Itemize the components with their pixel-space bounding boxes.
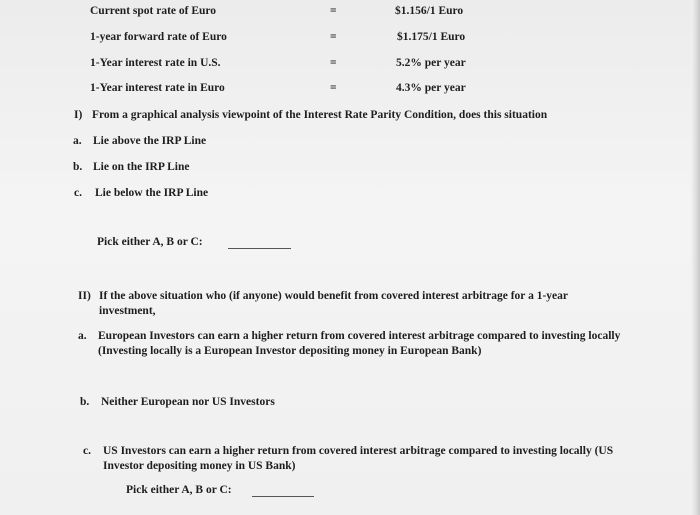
question-1-text: From a graphical analysis viewpoint of the Interest Rate Parity Condition, does this situation xyxy=(92,109,548,121)
page-edge-shadow xyxy=(691,0,700,515)
given-equals: = xyxy=(330,5,337,17)
question-2-option-c: US Investors can earn a higher return from covered interest arbitrage compared to investing locally (US Investor depositing money in US Bank) xyxy=(103,445,614,472)
question-2-answer-blank[interactable] xyxy=(252,496,314,497)
given-label-spot-rate: Current spot rate of Euro xyxy=(90,5,217,17)
question-1-option-c: Lie below the IRP Line xyxy=(95,187,209,199)
question-1-option-b-letter: b. xyxy=(73,161,83,173)
given-equals: = xyxy=(330,31,337,43)
question-1-number: I) xyxy=(74,109,83,121)
question-2-number: II) xyxy=(78,290,91,302)
question-2-option-a: European Investors can earn a higher return from covered interest arbitrage compared to investing locally (Investing locally is a European Investor depositing money in European Bank) xyxy=(98,330,621,357)
given-value-forward-rate: $1.175/1 Euro xyxy=(397,31,466,43)
question-2-pick-label: Pick either A, B or C: xyxy=(126,484,232,496)
given-label-euro-interest: 1-Year interest rate in Euro xyxy=(90,82,225,94)
given-equals: = xyxy=(330,57,337,69)
question-2-option-b-letter: b. xyxy=(80,396,90,408)
given-value-us-interest: 5.2% per year xyxy=(396,57,466,69)
given-value-euro-interest: 4.3% per year xyxy=(396,82,466,94)
given-label-us-interest: 1-Year interest rate in U.S. xyxy=(90,57,221,69)
given-label-forward-rate: 1-year forward rate of Euro xyxy=(90,31,227,43)
question-2-text: If the above situation who (if anyone) would benefit from covered interest arbitrage for a 1-year investment, xyxy=(99,290,568,317)
question-2-option-b: Neither European nor US Investors xyxy=(101,396,275,408)
question-2-option-a-letter: a. xyxy=(78,330,87,342)
question-1-pick-label: Pick either A, B or C: xyxy=(97,236,203,248)
question-1-answer-blank[interactable] xyxy=(228,248,291,249)
question-2-option-c-letter: c. xyxy=(83,445,91,457)
question-1-option-c-letter: c. xyxy=(74,187,82,199)
given-value-spot-rate: $1.156/1 Euro xyxy=(395,5,464,17)
question-1-option-b: Lie on the IRP Line xyxy=(93,161,190,173)
question-1-option-a-letter: a. xyxy=(73,135,82,147)
given-equals: = xyxy=(330,82,337,94)
question-1-option-a: Lie above the IRP Line xyxy=(93,135,207,147)
